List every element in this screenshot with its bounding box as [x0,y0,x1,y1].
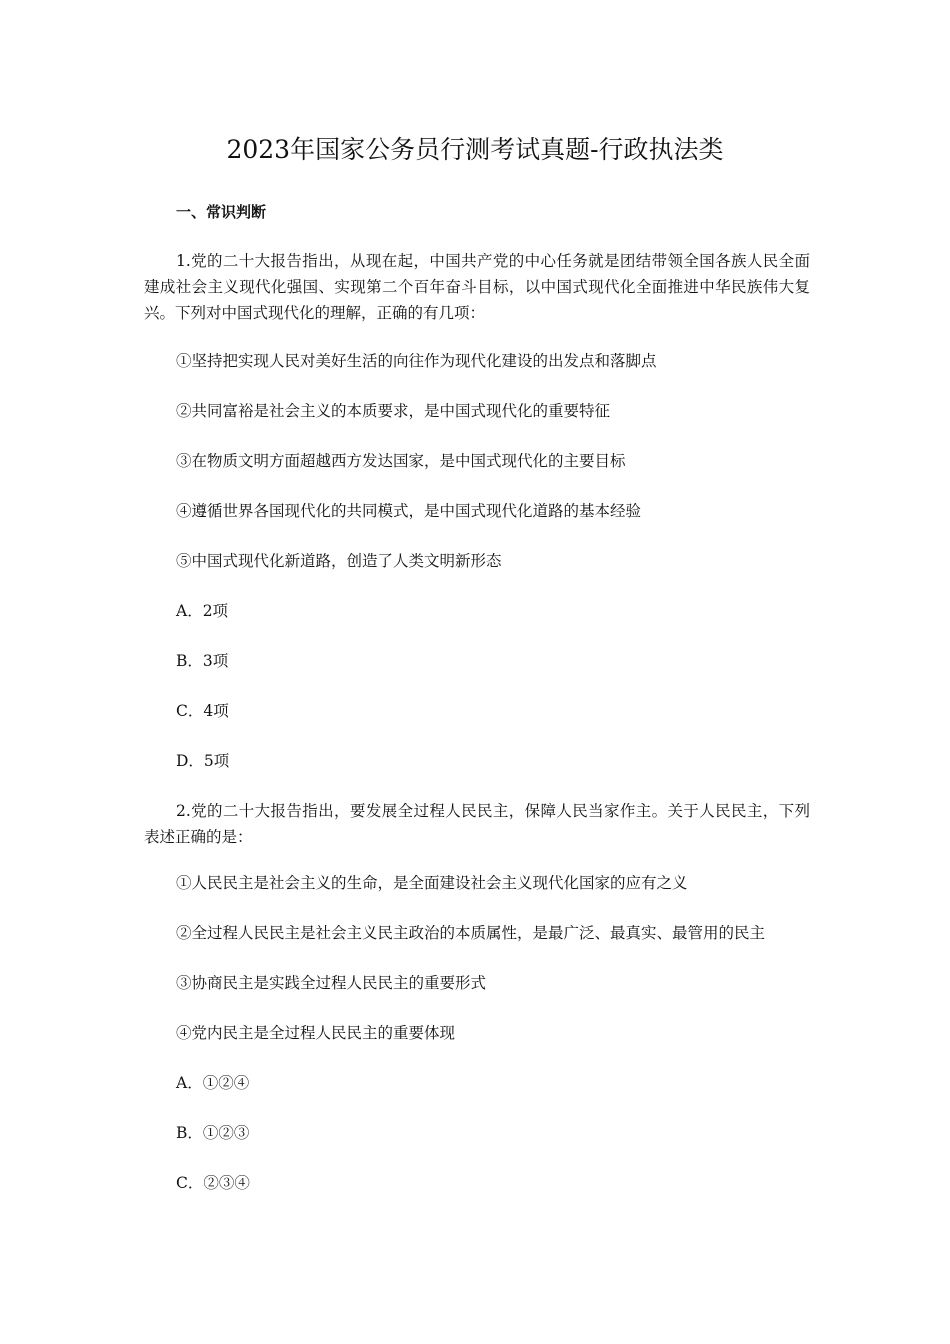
question-1-statement-5: ⑤中国式现代化新道路，创造了人类文明新形态 [176,552,502,570]
question-2-statement-4: ④党内民主是全过程人民民主的重要体现 [176,1024,456,1042]
question-1-statement-1: ①坚持把实现人民对美好生活的向往作为现代化建设的出发点和落脚点 [176,352,657,370]
question-1-stem: 1.党的二十大报告指出，从现在起，中国共产党的中心任务就是团结带领全国各族人民全面建成社会主义现代化强国、实现第二个百年奋斗目标，以中国式现代化全面推进中华民族伟大复兴。下列对中国式现代化的理解，正确的有几项： [144,252,810,322]
question-2-option-b: B．①②③ [176,1124,250,1142]
question-1-option-a: A．2项 [176,602,229,620]
question-2-option-a: A．①②④ [176,1074,250,1092]
question-1-option-b: B．3项 [176,652,229,670]
question-2-statement-1: ①人民民主是社会主义的生命，是全面建设社会主义现代化国家的应有之义 [176,874,688,892]
question-2-option-c: C．②③④ [176,1174,250,1192]
question-2-statement-2: ②全过程人民民主是社会主义民主政治的本质属性，是最广泛、最真实、最管用的民主 [176,924,766,942]
question-1-statement-4: ④遵循世界各国现代化的共同模式，是中国式现代化道路的基本经验 [176,502,642,520]
section-heading: 一、常识判断 [176,203,267,221]
question-1-statement-2: ②共同富裕是社会主义的本质要求，是中国式现代化的重要特征 [176,402,611,420]
question-1-option-d: D．5项 [176,752,230,770]
document-title: 2023年国家公务员行测考试真题-行政执法类 [226,135,724,164]
question-2-stem: 2.党的二十大报告指出，要发展全过程人民民主，保障人民当家作主。关于人民民主，下列表述正确的是： [144,802,810,846]
question-2-statement-3: ③协商民主是实践全过程人民民主的重要形式 [176,974,487,992]
question-1-statement-3: ③在物质文明方面超越西方发达国家，是中国式现代化的主要目标 [176,452,626,470]
question-1-option-c: C．4项 [176,702,229,720]
